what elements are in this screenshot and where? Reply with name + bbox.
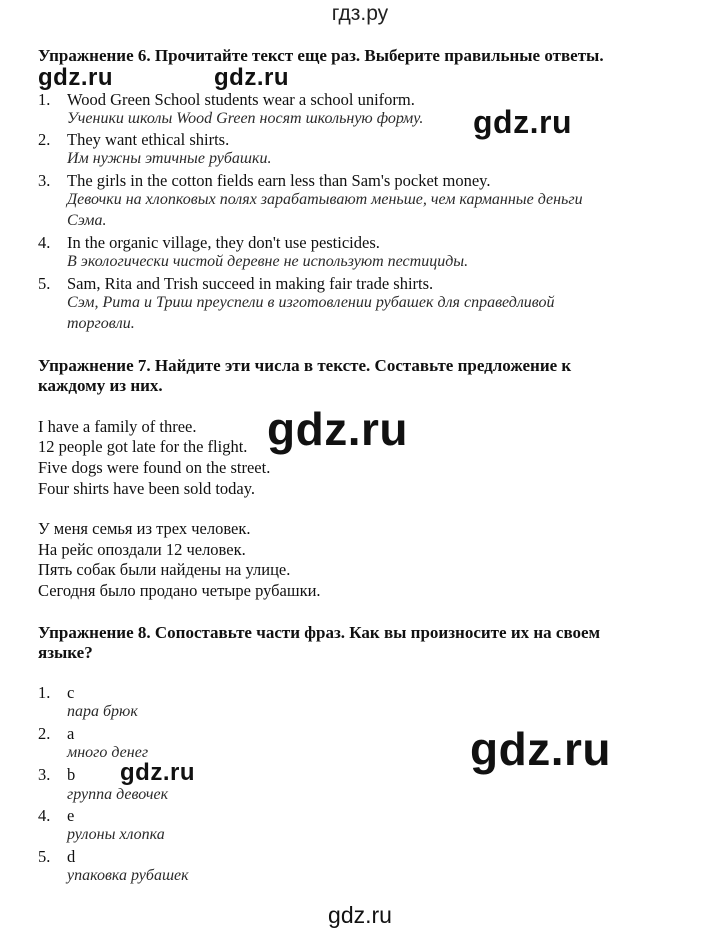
- footer-watermark: gdz.ru: [328, 902, 392, 928]
- ex8-item-russian: рулоны хлопка: [67, 826, 165, 843]
- ex7-english-sentence: Five dogs were found on the street.: [38, 458, 271, 477]
- ex7-russian-sentence: На рейс опоздали 12 человек.: [38, 540, 246, 559]
- watermark: gdz.ru: [473, 104, 572, 140]
- ex6-item-english: Wood Green School students wear a school uniform.: [67, 90, 415, 109]
- ex7-english-sentence: 12 people got late for the flight.: [38, 437, 248, 456]
- ex6-item-number: 5.: [38, 274, 51, 293]
- ex8-item-number: 3.: [38, 765, 51, 784]
- ex6-item-english: In the organic village, they don't use pesticides.: [67, 233, 380, 252]
- ex8-item-answer: e: [67, 806, 75, 825]
- ex8-item-answer: b: [67, 765, 76, 784]
- exercise-7-heading: Упражнение 7. Найдите эти числа в тексте. Составьте предложение к: [38, 356, 572, 375]
- ex7-english-sentence: Four shirts have been sold today.: [38, 479, 256, 498]
- ex6-item-number: 2.: [38, 130, 51, 149]
- ex6-item-russian: Сэм, Рита и Триш преуспели в изготовлении рубашек для справедливой: [67, 294, 555, 311]
- ex8-item-number: 2.: [38, 724, 51, 743]
- ex8-item-number: 4.: [38, 806, 51, 825]
- ex8-item-russian: пара брюк: [67, 703, 138, 720]
- ex6-item-russian: Им нужны этичные рубашки.: [67, 150, 272, 167]
- ex6-item-russian: В экологически чистой деревне не используют пестициды.: [67, 253, 469, 270]
- ex8-item-answer: d: [67, 847, 76, 866]
- watermark: gdz.ru: [214, 64, 289, 91]
- ex8-item-answer: c: [67, 683, 75, 702]
- site-header[interactable]: гдз.ру: [331, 2, 389, 25]
- watermark: gdz.ru: [267, 403, 408, 455]
- ex6-item-english: The girls in the cotton fields earn less than Sam's pocket money.: [67, 171, 491, 190]
- ex6-item-number: 3.: [38, 171, 51, 190]
- ex7-russian-sentence: Сегодня было продано четыре рубашки.: [38, 581, 321, 600]
- ex6-item-russian-cont: торговли.: [67, 315, 135, 332]
- ex6-item-russian: Ученики школы Wood Green носят школьную форму.: [67, 110, 424, 127]
- ex6-item-russian: Девочки на хлопковых полях зарабатывают меньше, чем карманные деньги: [67, 191, 583, 208]
- exercise-8-heading: Упражнение 8. Сопоставьте части фраз. Как вы произносите их на своем: [38, 623, 601, 642]
- exercise-8-heading-cont: языке?: [38, 643, 93, 662]
- ex8-item-number: 1.: [38, 683, 51, 702]
- exercise-6-heading: Упражнение 6. Прочитайте текст еще раз. Выберите правильные ответы.: [38, 46, 604, 65]
- exercise-7-heading-cont: каждому из них.: [38, 376, 163, 395]
- ex6-item-english: They want ethical shirts.: [67, 130, 230, 149]
- ex8-item-number: 5.: [38, 847, 51, 866]
- ex8-item-russian: много денег: [67, 744, 149, 761]
- ex7-russian-sentence: У меня семья из трех человек.: [38, 519, 251, 538]
- ex6-item-russian-cont: Сэма.: [67, 212, 107, 229]
- ex6-item-number: 4.: [38, 233, 51, 252]
- watermark: gdz.ru: [120, 759, 195, 786]
- ex7-english-sentence: I have a family of three.: [38, 417, 197, 436]
- watermark: gdz.ru: [38, 64, 113, 91]
- ex8-item-russian: группа девочек: [67, 786, 169, 803]
- watermark: gdz.ru: [470, 723, 611, 775]
- ex8-item-russian: упаковка рубашек: [67, 867, 189, 884]
- ex6-item-english: Sam, Rita and Trish succeed in making fair trade shirts.: [67, 274, 434, 293]
- ex7-russian-sentence: Пять собак были найдены на улице.: [38, 560, 291, 579]
- ex6-item-number: 1.: [38, 90, 51, 109]
- ex8-item-answer: a: [67, 724, 75, 743]
